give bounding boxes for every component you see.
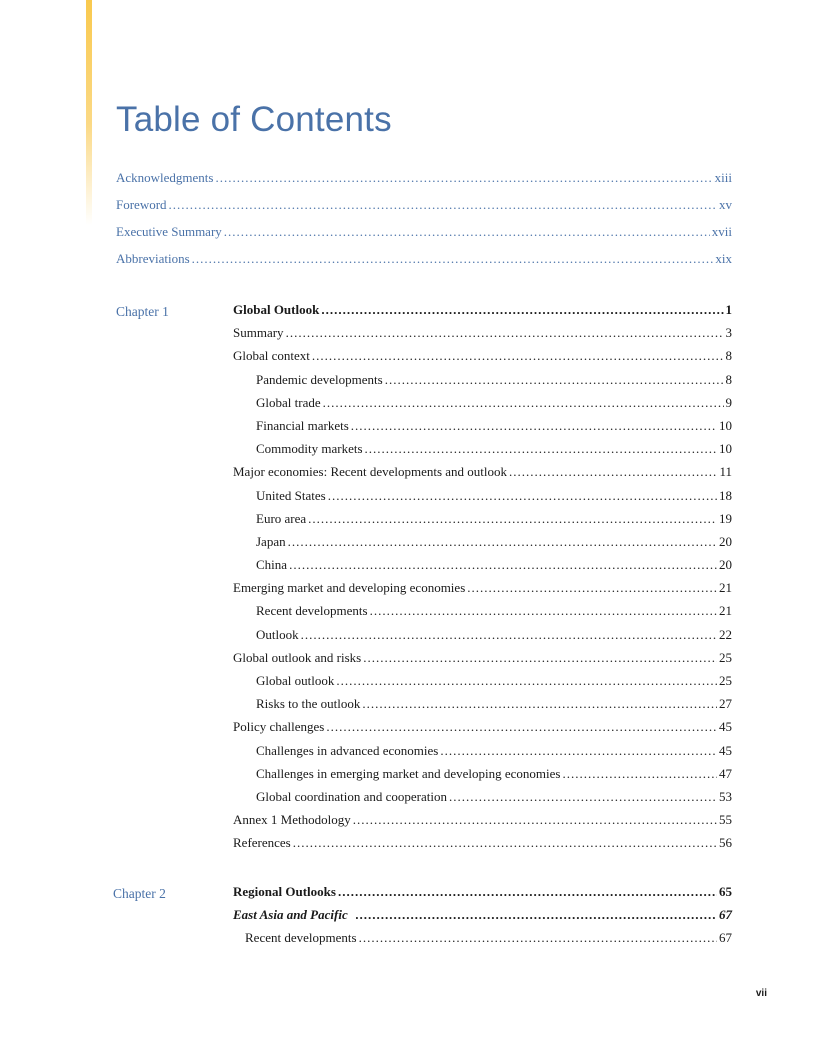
toc-subentry[interactable] <box>233 511 732 534</box>
toc-subentry[interactable] <box>233 766 732 789</box>
toc-entry-page: xv <box>719 197 732 212</box>
toc-entry-acknowledgments[interactable] <box>116 170 732 197</box>
toc-subentry[interactable] <box>233 488 732 511</box>
toc-entry-label: Annex 1 Methodology <box>233 812 351 828</box>
toc-entry-label: Challenges in emerging market and developing economies <box>256 765 561 781</box>
dot-leader <box>308 511 717 527</box>
dot-leader <box>301 627 717 643</box>
dot-leader <box>353 812 717 828</box>
toc-entry-label: Recent developments <box>245 930 357 946</box>
toc-entry-page: 3 <box>725 325 732 341</box>
dot-leader <box>449 789 717 805</box>
toc-entry[interactable] <box>233 884 732 907</box>
toc-subentry[interactable] <box>233 789 732 812</box>
dot-leader <box>328 488 717 504</box>
dot-leader <box>336 673 717 689</box>
dot-leader <box>440 743 717 759</box>
toc-entry-page: 20 <box>719 533 732 549</box>
toc-entry[interactable] <box>233 325 732 348</box>
toc-entry-page: 65 <box>719 884 732 899</box>
toc-entry-label: Commodity markets <box>256 441 363 457</box>
accent-bar <box>86 0 92 225</box>
toc-entry-page: 21 <box>719 580 732 596</box>
toc-entry-label: Global context <box>233 348 310 364</box>
toc-subentry[interactable] <box>233 372 732 395</box>
toc-entry-page: 25 <box>719 673 732 688</box>
toc-entry[interactable] <box>233 719 732 742</box>
toc-entry-label: Outlook <box>256 626 299 642</box>
toc-entry-page: 10 <box>719 441 732 457</box>
toc-entry-page: 11 <box>719 464 732 480</box>
toc-entry-label: United States <box>256 487 326 503</box>
toc-entry-executive-summary[interactable] <box>116 224 732 251</box>
toc-subentry[interactable] <box>233 696 732 719</box>
dot-leader <box>359 930 717 946</box>
chapter-1-entries <box>233 302 732 859</box>
toc-entry-page: 20 <box>719 557 732 573</box>
toc-subentry[interactable] <box>233 441 732 464</box>
toc-entry-page: xvii <box>711 224 732 239</box>
toc-entry-page: 22 <box>719 626 732 642</box>
toc-subentry[interactable] <box>233 627 732 650</box>
toc-entry-label: Summary <box>233 325 284 341</box>
chapter-1-label: Chapter 1 <box>116 304 169 319</box>
page-title: Table of Contents <box>116 100 392 139</box>
dot-leader <box>356 907 717 923</box>
toc-entry-label: Policy challenges <box>233 719 325 735</box>
toc-entry-label: Global trade <box>256 394 321 410</box>
toc-entry-label: Euro area <box>256 510 307 526</box>
toc-entry-region[interactable] <box>233 907 732 930</box>
dot-leader <box>385 372 724 388</box>
dot-leader <box>323 395 724 411</box>
toc-entry-foreword[interactable] <box>116 197 732 224</box>
toc-entry-page: 25 <box>719 649 732 665</box>
toc-entry-page: 8 <box>725 371 732 387</box>
toc-entry-page: 45 <box>719 742 732 758</box>
toc-entry-label: Recent developments <box>256 603 368 619</box>
dot-leader <box>509 464 717 480</box>
dot-leader <box>215 170 712 186</box>
toc-subentry[interactable] <box>233 534 732 557</box>
dot-leader <box>312 348 724 364</box>
toc-entry-label: East Asia and Pacific <box>233 907 348 923</box>
toc-entry-page: 67 <box>719 907 732 923</box>
chapter-2-entries <box>233 884 732 954</box>
toc-entry-abbreviations[interactable] <box>116 251 732 278</box>
toc-entry[interactable] <box>233 580 732 603</box>
toc-entry-label: References <box>233 835 291 851</box>
toc-entry-label: Global outlook and risks <box>233 649 362 665</box>
toc-entry[interactable] <box>233 650 732 673</box>
chapter-2-label: Chapter 2 <box>113 886 166 901</box>
dot-leader <box>338 884 717 900</box>
dot-leader <box>363 650 717 666</box>
toc-subentry[interactable] <box>233 673 732 696</box>
toc-subentry[interactable] <box>233 603 732 626</box>
toc-entry-page: xix <box>715 251 732 266</box>
dot-leader <box>362 696 717 712</box>
toc-entry-page: 47 <box>719 765 732 781</box>
dot-leader <box>467 580 717 596</box>
toc-entry-label: Pandemic developments <box>256 371 383 387</box>
toc-entry-label: Regional Outlooks <box>233 884 336 899</box>
toc-entry-label: Emerging market and developing economies <box>233 580 466 596</box>
toc-entry[interactable] <box>233 302 732 325</box>
toc-entry-label: Challenges in advanced economies <box>256 742 439 758</box>
toc-entry[interactable] <box>233 348 732 371</box>
toc-entry-page: 21 <box>719 603 732 619</box>
dot-leader <box>321 302 723 318</box>
toc-subentry[interactable] <box>233 557 732 580</box>
toc-subentry[interactable] <box>233 418 732 441</box>
toc-subentry[interactable] <box>233 395 732 418</box>
toc-entry-page: 19 <box>719 510 732 526</box>
toc-entry-page: xiii <box>714 170 732 185</box>
toc-entry-label: Financial markets <box>256 417 349 433</box>
toc-entry[interactable] <box>233 835 732 858</box>
toc-entry-page: 55 <box>719 812 732 828</box>
toc-entry-label: Executive Summary <box>116 224 222 239</box>
toc-entry-label: Major economies: Recent developments and outlook <box>233 464 508 480</box>
toc-entry-page: 1 <box>725 302 732 317</box>
page-number: vii <box>755 988 767 999</box>
toc-entry-label: Foreword <box>116 197 167 212</box>
dot-leader <box>326 719 717 735</box>
toc-entry-page: 53 <box>719 788 732 804</box>
toc-subentry[interactable] <box>233 743 732 766</box>
toc-entry-page: 18 <box>719 487 732 503</box>
toc-entry-page: 45 <box>719 719 732 735</box>
toc-entry-label: Global Outlook <box>233 302 320 317</box>
front-matter-list <box>116 170 732 278</box>
dot-leader <box>289 557 717 573</box>
toc-subentry[interactable] <box>233 930 732 953</box>
toc-entry-label: Global outlook <box>256 673 335 688</box>
dot-leader <box>365 441 717 457</box>
dot-leader <box>286 325 724 341</box>
toc-entry-label: Abbreviations <box>116 251 190 266</box>
dot-leader <box>293 835 717 851</box>
toc-entry-label: Japan <box>256 533 286 549</box>
toc-entry-label: Global coordination and cooperation <box>256 788 447 804</box>
dot-leader <box>562 766 717 782</box>
toc-entry-page: 27 <box>719 696 732 712</box>
dot-leader <box>224 224 710 240</box>
toc-entry-page: 10 <box>719 417 732 433</box>
dot-leader <box>370 603 717 619</box>
toc-entry-page: 8 <box>725 348 732 364</box>
toc-entry-label: China <box>256 557 288 573</box>
dot-leader <box>192 251 714 267</box>
dot-leader <box>169 197 717 213</box>
toc-entry[interactable] <box>233 812 732 835</box>
toc-entry-page: 67 <box>719 930 732 946</box>
toc-entry-page: 56 <box>719 835 732 851</box>
toc-entry[interactable] <box>233 464 732 487</box>
dot-leader <box>288 534 717 550</box>
toc-entry-label: Acknowledgments <box>116 170 214 185</box>
dot-leader <box>351 418 717 434</box>
toc-entry-label: Risks to the outlook <box>256 696 361 712</box>
toc-entry-page: 9 <box>725 394 732 410</box>
